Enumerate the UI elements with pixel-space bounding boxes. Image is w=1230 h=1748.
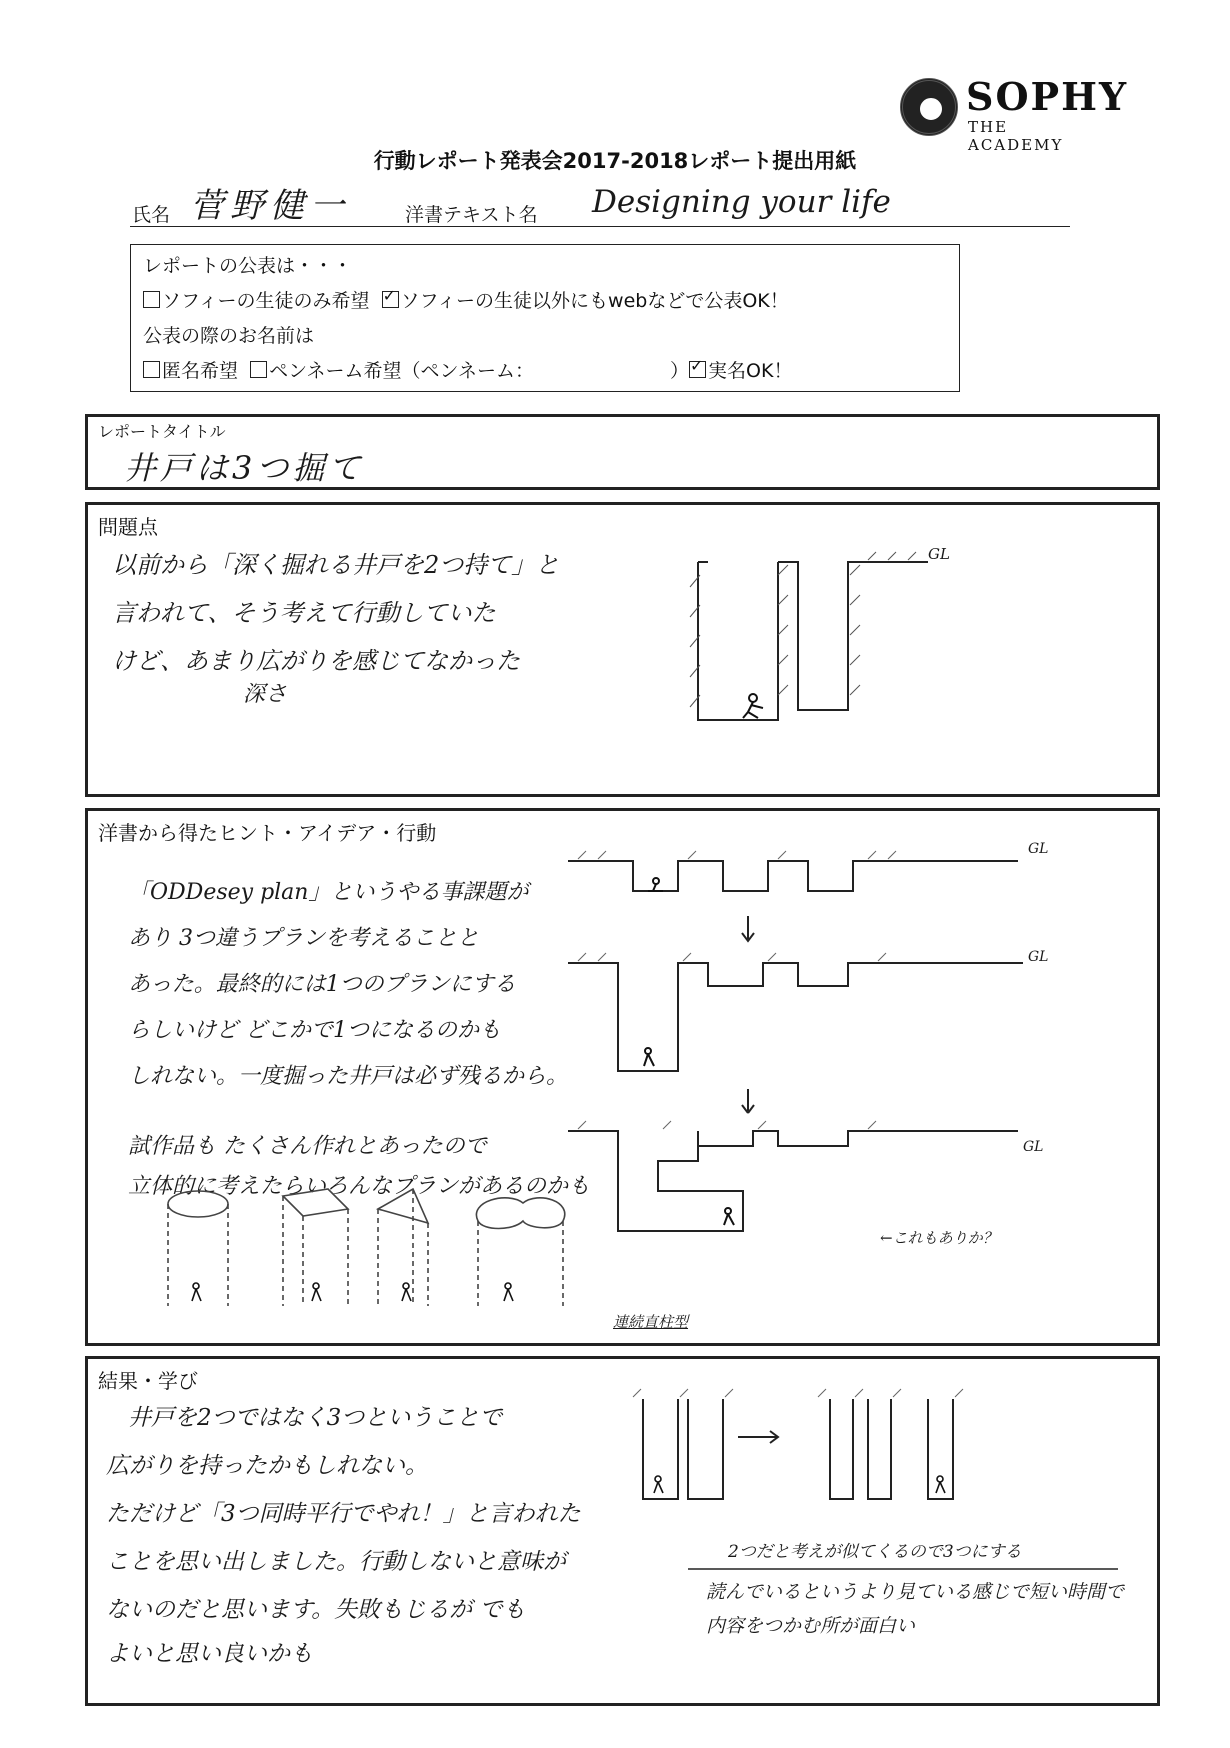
results-header: 結果・学び	[98, 1369, 198, 1393]
results-line-5: ないのだと思います。失敗もじるが でも	[106, 1597, 526, 1623]
results-line-6: よいと思い良いかも	[106, 1641, 313, 1667]
results-line-1: 井戸を2つではなく3つということで	[128, 1405, 503, 1431]
results-diagram-caption: 2つだと考えが似てくるので3つにする	[728, 1542, 1022, 1562]
option5-checkbox[interactable]	[689, 361, 706, 378]
option1-label: ソフィーの生徒のみ希望	[162, 290, 370, 312]
problem-wells-diagram	[88, 505, 1163, 800]
publication-options	[143, 286, 789, 313]
option3-checkbox[interactable]	[143, 361, 160, 378]
hints-header: 洋書から得たヒント・アイデア・行動	[98, 821, 437, 845]
problem-gl-label: GL	[928, 545, 950, 563]
hints-gl-3: GL	[1023, 1139, 1044, 1155]
problem-line-3: けど、あまり広がりを感じてなかった	[112, 647, 520, 675]
sophy-logo	[900, 74, 1129, 154]
report-title-label: レポートタイトル	[98, 422, 226, 441]
option2-checkbox[interactable]	[382, 291, 399, 308]
name-underline	[130, 226, 1070, 227]
problem-line-4: 深さ	[243, 682, 288, 707]
hints-gl-2: GL	[1028, 949, 1049, 965]
option4-label: ペンネーム希望（ペンネーム：	[269, 360, 534, 382]
results-box	[85, 1356, 1160, 1706]
problem-box	[85, 502, 1160, 797]
name-options	[143, 356, 792, 383]
name-question: 公表の際のお名前は	[143, 325, 315, 347]
hints-box	[85, 808, 1160, 1346]
report-title-value: 井戸は3つ掘て	[124, 449, 365, 487]
report-title-box	[85, 414, 1160, 490]
option4-close: ）	[670, 360, 690, 382]
hints-shape-note: 連続直柱型	[613, 1313, 689, 1331]
hints-diagrams	[88, 811, 1163, 1349]
option4-checkbox[interactable]	[250, 361, 267, 378]
hints-line-7: 立体的に考えたらいろんなプランがあるのかも	[128, 1174, 591, 1199]
results-line-3: ただけど「3つ同時平行でやれ！」と言われた	[106, 1501, 581, 1527]
hints-line-5: しれない。一度掘った井戸は必ず残るから。	[128, 1064, 569, 1089]
name-value: 菅野健一	[190, 186, 350, 226]
option3-label: 匿名希望	[162, 360, 239, 382]
option1-checkbox[interactable]	[143, 291, 160, 308]
option2-label: ソフィーの生徒以外にもwebなどで公表OK！	[400, 290, 789, 312]
results-comment-1: 読んでいるというより見ている感じで短い時間で	[706, 1581, 1125, 1603]
logo-name: SOPHY	[966, 74, 1129, 119]
results-comment-2: 内容をつかむ所が面白い	[706, 1615, 916, 1637]
hints-line-3: あった。最終的には1つのプランにする	[128, 972, 516, 997]
results-line-2: 広がりを持ったかもしれない。	[106, 1453, 428, 1479]
hints-line-2: あり 3つ違うプランを考えることと	[128, 926, 479, 951]
problem-line-2: 言われて、そう考えて行動していた	[112, 599, 496, 627]
problem-line-1: 以前から「深く掘れる井戸を2つ持て」と	[112, 551, 560, 579]
results-line-4: ことを思い出しました。行動しないと意味が	[106, 1549, 566, 1575]
seal-icon	[900, 78, 958, 136]
hints-line-6: 試作品も たくさん作れとあったので	[128, 1134, 487, 1159]
problem-header: 問題点	[98, 515, 158, 539]
hints-diagram-note: ←これもありか？	[880, 1229, 998, 1247]
results-wells-diagram	[88, 1359, 1163, 1709]
hints-line-4: らしいけど どこかで1つになるのかも	[128, 1018, 501, 1043]
form-title: 行動レポート発表会2017-2018レポート提出用紙	[373, 149, 857, 173]
name-label: 氏名	[132, 204, 171, 226]
option5-label: 実名OK！	[708, 360, 793, 382]
hints-line-1: 「ODDesey plan」というやる事課題が	[128, 880, 529, 905]
hints-gl-1: GL	[1028, 841, 1049, 857]
digging-person-icon	[743, 694, 763, 718]
publication-box	[130, 244, 960, 392]
logo-subtitle: THE ACADEMY	[968, 118, 1064, 154]
book-value: Designing your life	[592, 184, 891, 220]
book-label: 洋書テキスト名	[405, 204, 538, 226]
publication-question: レポートの公表は・・・	[143, 255, 353, 277]
